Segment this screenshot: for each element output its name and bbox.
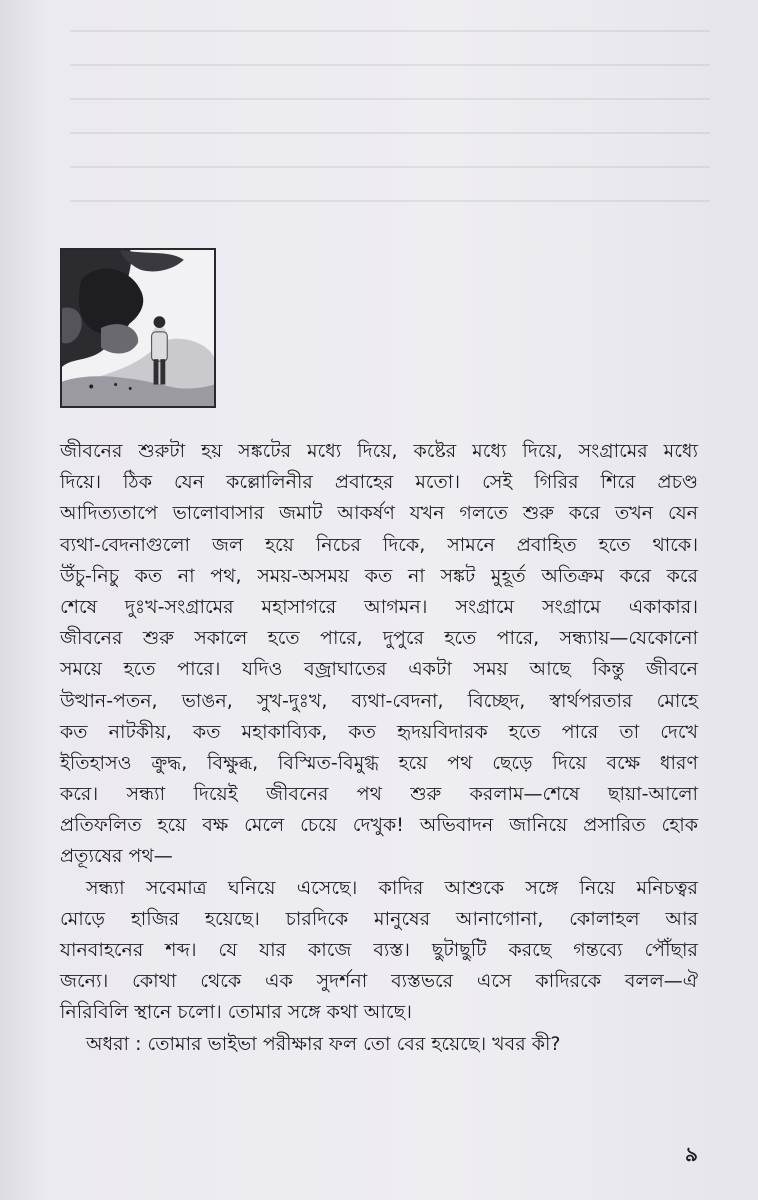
text-line: প্রতিফলিত হয়ে বক্ষ মেলে চেয়ে দেখুক! অভিবাদন জানিয়ে প্রসারিত হোক xyxy=(60,814,698,837)
text-line: ব্যথা-বেদনাগুলো জল হয়ে নিচের দিকে, সামনে প্রবাহিত হতে থাকে। xyxy=(60,533,698,556)
dialogue-line: অধরা : তোমার ভাইভা পরীক্ষার ফল তো বের হয়েছে। খবর কী? xyxy=(86,1032,561,1055)
page-number: ৯ xyxy=(685,1142,698,1166)
text-line: মোড়ে হাজির হয়েছে। চারদিকে মানুষের আনাগোনা, কোলাহল আর xyxy=(60,907,698,930)
text-line: ইতিহাসও ক্রুদ্ধ, বিক্ষুব্ধ, বিস্মিত-বিমুগ্ধ হয়ে পথ ছেড়ে দিয়ে বক্ষে ধারণ xyxy=(60,751,698,774)
chapter-illustration xyxy=(60,248,216,408)
text-line: আদিত্যতাপে ভালোবাসার জমাট আকর্ষণ যখন গলতে শুরু করে তখন যেন xyxy=(60,502,698,525)
text-line: করে। সন্ধ্যা দিয়েই জীবনের পথ শুরু করলাম—শেষে ছায়া-আলো xyxy=(60,783,698,806)
text-line: দিয়ে। ঠিক যেন কল্লোলিনীর প্রবাহের মতো। সেই গিরির শিরে প্রচণ্ড xyxy=(60,471,698,494)
text-line: শেষে দুঃখ-সংগ্রামের মহাসাগরে আগমন। সংগ্রামে সংগ্রামে একাকার। xyxy=(60,595,698,618)
text-line: যানবাহনের শব্দ। যে যার কাজে ব্যস্ত। ছুটাছুটি করছে গন্তব্যে পৌঁছার xyxy=(60,939,698,961)
text-line: উত্থান-পতন, ভাঙন, সুখ-দুঃখ, ব্যথা-বেদনা, বিচ্ছেদ, স্বার্থপরতার মোহে xyxy=(60,689,698,712)
text-line: সময়ে হতে পারে। যদিও বজ্রাঘাতের একটা সময় আছে কিন্তু জীবনে xyxy=(60,658,698,681)
text-line: সন্ধ্যা সবেমাত্র ঘনিয়ে এসেছে। কাদির আশুকে সঙ্গে নিয়ে মনিচত্বর xyxy=(86,876,698,899)
text-line: প্রত্যূষের পথ— xyxy=(60,845,173,868)
bleed-through-text xyxy=(70,30,710,230)
figure-in-smoke-image xyxy=(62,250,214,406)
body-text xyxy=(60,436,698,1060)
text-line: জীবনের শুরুটা হয় সঙ্কটের মধ্যে দিয়ে, কষ্টের মধ্যে দিয়ে, সংগ্রামের মধ্যে xyxy=(60,440,698,462)
text-line: জন্যে। কোথা থেকে এক সুদর্শনা ব্যস্তভরে এসে কাদিরকে বলল—ঐ xyxy=(60,970,698,993)
text-line: উঁচু-নিচু কত না পথ, সময়-অসময় কত না সঙ্কট মুহূর্ত অতিক্রম করে করে xyxy=(60,564,698,587)
text-line: জীবনের শুরু সকালে হতে পারে, দুপুরে হতে পারে, সন্ধ্যায়—যেকোনো xyxy=(60,627,698,650)
text-line: নিরিবিলি স্থানে চলো। তোমার সঙ্গে কথা আছে। xyxy=(60,1001,412,1024)
text-line: কত নাটকীয়, কত মহাকাব্যিক, কত হৃদয়বিদারক হতে পারে তা দেখে xyxy=(60,720,698,743)
